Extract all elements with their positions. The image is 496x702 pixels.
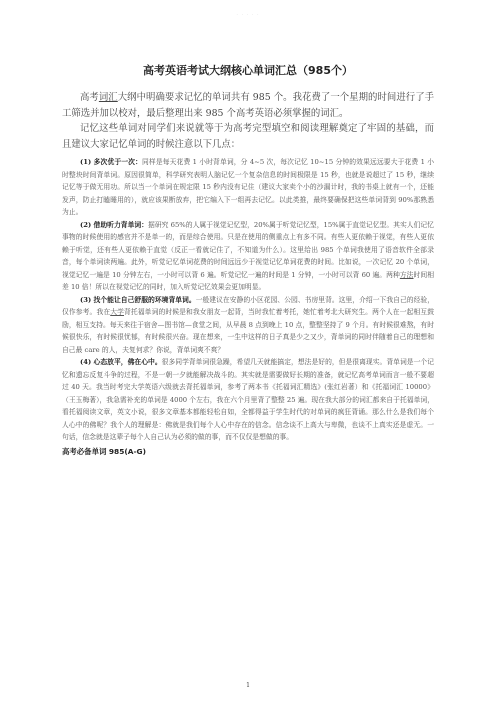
tip-heading: (2) 借助听力背单词： <box>80 220 149 229</box>
page-number: 1 <box>246 682 250 689</box>
inline-link[interactable]: 大学 <box>110 308 125 317</box>
inline-link[interactable]: 方法 <box>399 270 414 279</box>
intro-p1-post: 大纲中明确要求记忆的单词共有 985 个。我花费了一个星期的时间进行了手工筛选并加以校对，最后整理出来 985 个高考英语必须掌握的词汇。 <box>62 92 434 119</box>
tip-text: 很多同学背单词很急躁，希望几天就能搞定，想法是好的，但是很离现实。背单词是一个记忆和遗忘反复斗争的过程，不是一朝一夕就能解决战斗的。其实就是需要做好长期的准备，就记忆高考单词而言一般不要超过 40 天。我当时考完大学英语六级就去背托福单词，参考了两本书《托福词汇精选》(张红岩著）和《托福词汇 10000》（王玉梅著），我急需补充的单词是 4000 个左右，我在六个月里背了整整 25 遍。现在我大部分的词汇都来自于托福单词，看托福阅读文章，英文小说，很多文章基本都能轻松自如，全都得益于学生时代的对单词的疯狂背诵。那么什么是我们每个人心中的佛呢？我个人的理解是：佛就是我们每个人心中存在的信念。信念谈不上高大与卑微，也谈不上真实还是虚无。一句话，信念就是这辈子每个人自己认为必须的做的事，而不仅仅是想做的事。 <box>62 358 435 442</box>
header-watermark: · · · · · <box>236 12 260 18</box>
tip-paragraph <box>62 356 434 444</box>
tip-heading: (4) 心态放平，佛在心中。 <box>80 358 162 367</box>
intro-p1-pre: 高考 <box>80 92 99 103</box>
intro-paragraph-1 <box>62 90 434 121</box>
tip-heading: (3) 找个能让自己舒服的环境背单词。 <box>80 295 196 304</box>
tip-paragraph <box>62 219 434 294</box>
tips-sections <box>62 156 434 444</box>
tip-text: 时间相差 10 倍！所以在视觉记忆的同时，加入听觉记忆效果会更加明显。 <box>62 270 434 292</box>
word-list-heading: 高考必备单词 985(A-G) <box>62 446 146 456</box>
tip-text: 背托福单词的时候是和我女朋友一起背，当时我忙着考托，她忙着考北大研究生。两个人在一起相互鼓励，相互支持。每天来往于宿舍—图书馆—食堂之间，从早晨 8 点到晚上 10 点，整整坚持了 9 个月。有时候很难熬，有时候很快乐，有时候很忧郁，有时候很兴奋。现在想来，一生中这样的日子真是少之又少，背单词的同时伴随着自己的理想和自己最 care 的人，夫复何求？你说，背单词爽不爽？ <box>62 308 434 354</box>
tip-heading: (1) 多次优于一次： <box>80 158 142 167</box>
tip-text: 一般建议在安静的小区花园、公园、书房里背。这里，介绍一下我自己的经验，仅作参考。我在 <box>62 295 435 317</box>
document-title: 高考英语考试大纲核心单词汇总（985个） <box>143 64 353 77</box>
tip-paragraph <box>62 294 434 357</box>
intro-paragraph-2: 记忆这些单词对同学们来说就等于为高考完型填空和阅读理解奠定了牢固的基础，而且建议大家记忆单词的时候注意以下几点： <box>62 123 434 150</box>
intro-p1-link[interactable]: 词汇 <box>98 92 118 103</box>
tip-text: 据研究 65%的人属于视觉记忆型，20%属于听觉记忆型，15%属于直觉记忆型。其实人们记忆事物的时候使用的感官并不是单一的，而是综合使用。只是在使用的侧重点上有多不同。有些人更依赖于视觉，有些人更依赖于听觉，还有些人更依赖于直觉（反正一看就记住了，不知道为什么）。这里给出 985 个单词我使用了语音软件全部录音，每个单词读两遍。此外，听觉记忆单词花费的时间远远少于视觉记忆单词花费的时间。比如说，一次记忆 20 个单词，视觉记忆一遍是 10 分钟左右，一小时可以背 6 遍。听觉记忆一遍的时间是 1 分钟，一小时可以背 60 遍。两种 <box>62 220 434 279</box>
tip-text: 同样是每天花费 1 小时背单词，分 4~5 次，每次记忆 10~15 分钟的效果远远要大于花费 1 小时整块时间背单词。原因很简单，科学研究表明人脑记忆一个复杂信息的时间极限是 15 秒，也就是说超过了 15 秒，继续记忆等于做无用功。所以当一个单词在规定限 15 秒内没有记住（建议大家卖个小的沙漏计时，我的书桌上就有一个，还能发声，防止打瞌睡用的），就应该果断放弃，把它编入下一组再去记忆。以此类推，最终要确保把这些单词背到 90%那熟悉为止。 <box>62 158 434 217</box>
tip-paragraph <box>62 156 434 219</box>
document-page <box>62 62 434 457</box>
